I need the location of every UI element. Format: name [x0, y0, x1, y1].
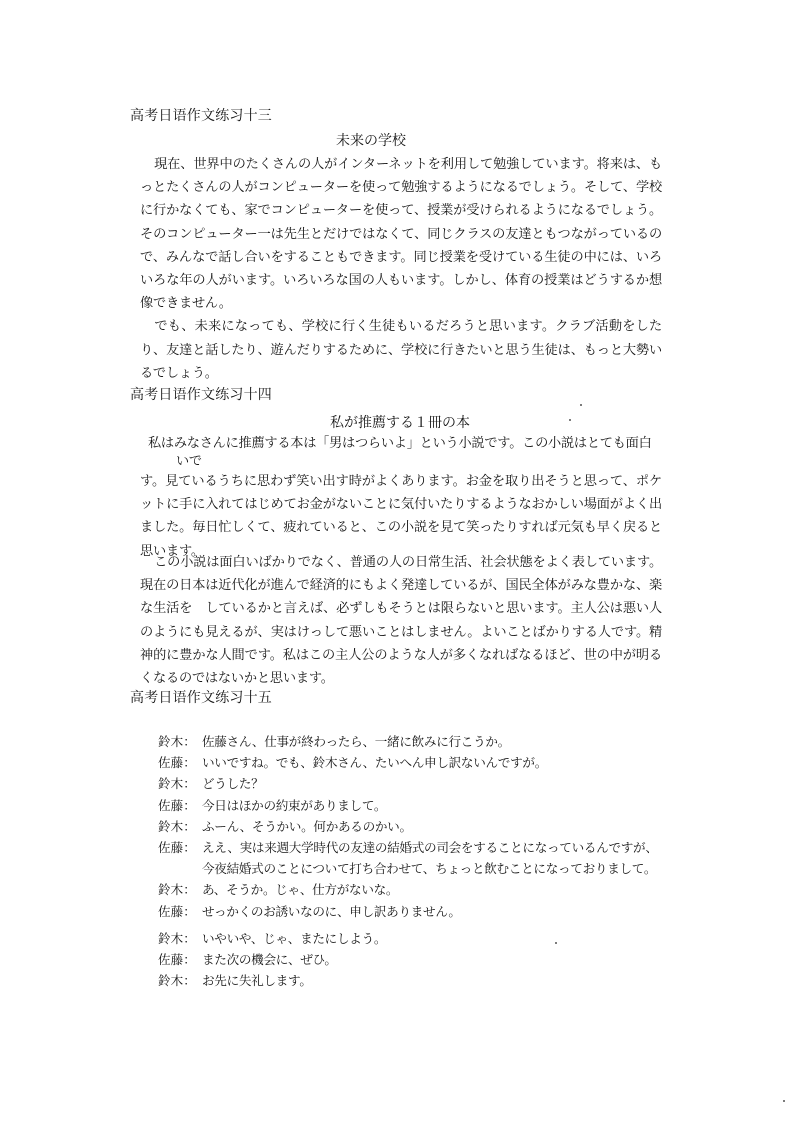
utterance: いいですね。でも、鈴木さん、たいへん申し訳ないんですが。	[202, 755, 547, 771]
scan-speck	[569, 419, 571, 421]
utterance: いやいや、じゃ、またにしよう。	[202, 930, 387, 946]
speaker: 佐藤：	[158, 952, 196, 968]
dialogue-line	[158, 970, 663, 991]
speaker: 佐藤：	[158, 903, 196, 919]
utterance: あ、そうか。じゃ、仕方がないな。	[202, 882, 399, 898]
section-heading-14: 高考日语作文练习十四	[130, 387, 272, 403]
utterance: 今日はほかの約束がありまして。	[202, 797, 387, 813]
dialogue-line	[158, 928, 663, 949]
speaker: 鈴木：	[158, 818, 196, 834]
essay-13-paragraph-1: 現在、世界中のたくさんの人がインターネットを利用して勉強しています。将来は、もっとたくさんの人がコンピューターを使って勉強するようになるでしょう。そして、学校に行かなくても、家でコンピューターを使って、授業が受けられるようになるでしょう。そのコンピューター一は先生とだけではなくて、同じクラスの友達ともつながっているので、みんなで話し合いをすることもできます。同じ授業を受けている生徒の中には、いろいろな年の人がいます。いろいろな国の人もいます。しかし、体育の授業はどうするか想像できません。	[140, 157, 662, 312]
dialogue-line	[158, 949, 663, 970]
speaker: 佐藤：	[158, 840, 196, 856]
speaker: 鈴木：	[158, 734, 196, 749]
utterance: ええ、実は来週大学時代の友達の結婚式の司会をすることになっているんですが、今夜結婚式のことについて打ち合わせて、ちょっと飲むことになっておりまして。	[202, 840, 658, 877]
speaker: 鈴木：	[158, 973, 196, 989]
scan-speck	[783, 1100, 785, 1102]
essay-14-wrapped-fragment: いで	[176, 454, 202, 469]
dialogue-line	[158, 879, 663, 900]
essay-13-body	[140, 153, 662, 385]
speaker: 鈴木：	[158, 882, 196, 898]
essay-14-paragraph-2: この小説は面白いばかりでなく、普通の人の日常生活、社会状態をよく表しています。現在の日本は近代化が進んで経済的にもよく発達しているが、国民全体がみな豊かな、楽な生活を しているかと言えば、必ずしもそうとは限らないと思います。主人公は悪い人のようにも見えるが、実はけっして悪いことはしません。よいことばかりする人です。精神的に豊かな人間です。私はこの主人公のような人が多くなればなるほど、世の中が明るくなるのではないかと思います。	[140, 555, 662, 687]
speaker: 鈴木：	[158, 776, 196, 792]
utterance: どうした？	[202, 776, 264, 792]
essay-13-paragraph-2: でも、未来になっても、学校に行く生徒もいるだろうと思います。クラブ活動をしたり、友達と話したり、遊んだりするために、学校に行きたいと思う生徒は、もっと大勢いるでしょう。	[140, 319, 662, 381]
utterance: せっかくのお誘いなのに、申し訳ありません。	[202, 903, 461, 919]
dialogue-line	[158, 901, 663, 922]
scan-speck	[580, 404, 582, 406]
dialogue-line	[158, 837, 663, 879]
dialogue-line	[158, 752, 663, 773]
essay-title-future-school: 未来の学校	[336, 133, 406, 149]
essay-14-paragraph-1-rest: す。見ているうちに思わず笑い出す時がよくあります。お金を取り出そうと思って、ポケットに手に入れてはじめてお金がないことに気付いたりするようなおかしい場面がよく出ました。毎日忙しくて、疲れていると、この小説を見て笑ったりすれば元気も早く戻ると思います。	[140, 474, 662, 559]
dialogue	[158, 731, 663, 991]
scan-speck	[555, 942, 557, 944]
speaker: 佐藤：	[158, 755, 196, 771]
dialogue-line	[158, 731, 663, 752]
utterance: また次の機会に、ぜひ。	[202, 952, 337, 968]
section-heading-13: 高考日语作文练习十三	[130, 108, 272, 124]
utterance: ふーん、そうかい。何かあるのかい。	[202, 818, 412, 834]
essay-title-recommended-book: 私が推薦する１冊の本	[330, 415, 470, 431]
section-heading-15: 高考日语作文练习十五	[130, 690, 272, 706]
dialogue-line	[158, 795, 663, 816]
dialogue-line	[158, 773, 663, 794]
speaker: 佐藤：	[158, 797, 196, 813]
speaker: 鈴木：	[158, 930, 196, 946]
utterance: 佐藤さん、仕事が終わったら、一緒に飲みに行こうか。	[202, 734, 510, 749]
utterance: お先に失礼します。	[202, 973, 312, 989]
essay-14-first-line: 私はみなさんに推薦する本は「男はつらいよ」という小説です。この小説はとても面白	[148, 436, 652, 451]
dialogue-line	[158, 816, 663, 837]
